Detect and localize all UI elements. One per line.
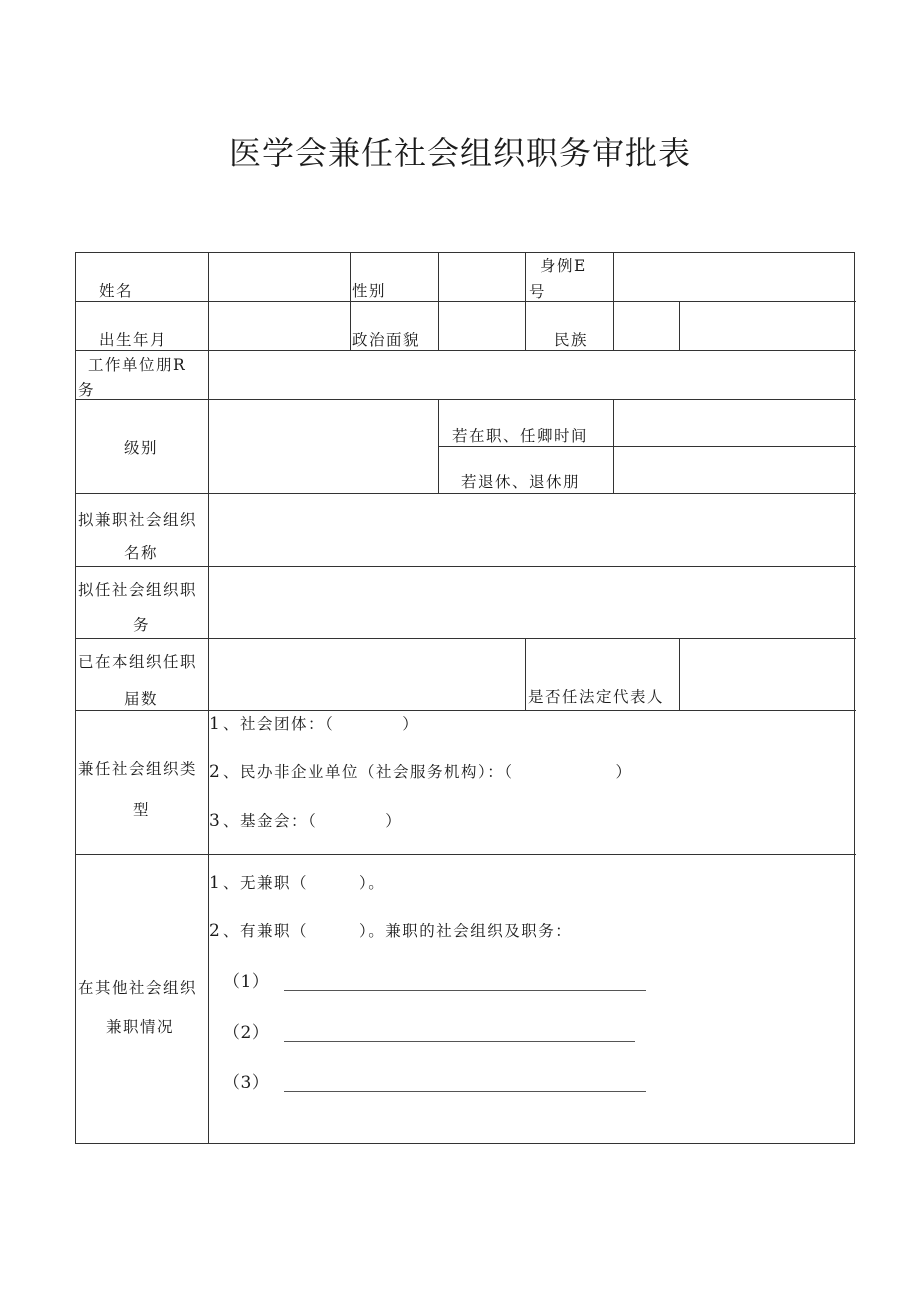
other-jobs-label-line2: 兼职情况 <box>106 1018 175 1036</box>
post-field[interactable] <box>209 567 854 637</box>
org-name-field[interactable] <box>209 494 854 565</box>
ethnicity-label: 民族 <box>554 331 589 349</box>
form-title: 医学会兼任社会组织职务审批表 <box>228 134 691 172</box>
org-name-label-line1: 拟兼职社会组织 <box>78 511 198 529</box>
work-unit-field[interactable] <box>209 351 854 398</box>
level-label: 级别 <box>124 439 159 457</box>
terms-label-line1: 已在本组织任职 <box>78 653 198 671</box>
post-label-line2: 务 <box>133 616 151 634</box>
id-number-label-line1: 身例E <box>540 257 587 275</box>
org-name-label-line2: 名称 <box>124 544 159 562</box>
ethnicity-field[interactable] <box>614 302 678 349</box>
other-job-entry-2-line[interactable] <box>284 1041 635 1042</box>
other-job-entry-number: （1） <box>223 972 270 992</box>
other-job-entry-number: （2） <box>223 1023 270 1043</box>
name-label: 姓名 <box>99 282 134 300</box>
other-job-entry-3-line[interactable] <box>284 1091 646 1092</box>
politics-field[interactable] <box>439 302 524 349</box>
other-job-entry-number: （3） <box>223 1073 270 1093</box>
org-type-label-line2: 型 <box>133 801 151 819</box>
retired-field[interactable] <box>614 447 854 492</box>
id-number-field[interactable] <box>614 254 854 300</box>
approval-form-table: 姓名 性别 身例E 号 出生年月 政治面貌 民族 工作单位朋R 务 级别 若在职、任卿时间 若退休、退休朋 拟兼职社会组织 名称 拟任社会组织职 务 已在本组织任职 届数 是否任法定代表人 兼任社会组织类 型 1 、社会团体：（ ） 2 、民办非企业单位（社会服务机构）：（ ） 3 、基金会：（ ） 在其他社会组织 兼职情况 1 、无兼职（ ）。 2 、有兼职（ ）。兼职的社会组织及职务： （1） （2） （3） <box>75 252 855 1144</box>
level-field[interactable] <box>209 400 437 492</box>
other-job-entry-1-line[interactable] <box>284 990 646 991</box>
work-unit-label-line1: 工作单位朋R <box>88 356 187 374</box>
retired-label: 若退休、退休朋 <box>461 473 581 491</box>
terms-label-line2: 届数 <box>124 690 159 708</box>
org-type-label-line1: 兼任社会组织类 <box>78 760 198 778</box>
legal-rep-label: 是否任法定代表人 <box>528 688 665 706</box>
other-jobs-label-line1: 在其他社会组织 <box>78 979 198 997</box>
name-field[interactable] <box>209 254 349 300</box>
work-unit-label-line2: 务 <box>78 381 96 399</box>
birth-field[interactable] <box>209 302 349 349</box>
birth-label: 出生年月 <box>99 331 168 349</box>
on-duty-field[interactable] <box>614 400 854 445</box>
on-duty-label: 若在职、任卿时间 <box>452 427 589 445</box>
legal-rep-field[interactable] <box>680 639 854 709</box>
politics-label: 政治面貌 <box>352 331 421 349</box>
terms-field[interactable] <box>209 639 524 709</box>
gender-field[interactable] <box>439 254 524 300</box>
gender-label: 性别 <box>352 282 387 300</box>
post-label-line1: 拟任社会组织职 <box>78 581 198 599</box>
id-number-label-line2: 号 <box>529 283 547 301</box>
